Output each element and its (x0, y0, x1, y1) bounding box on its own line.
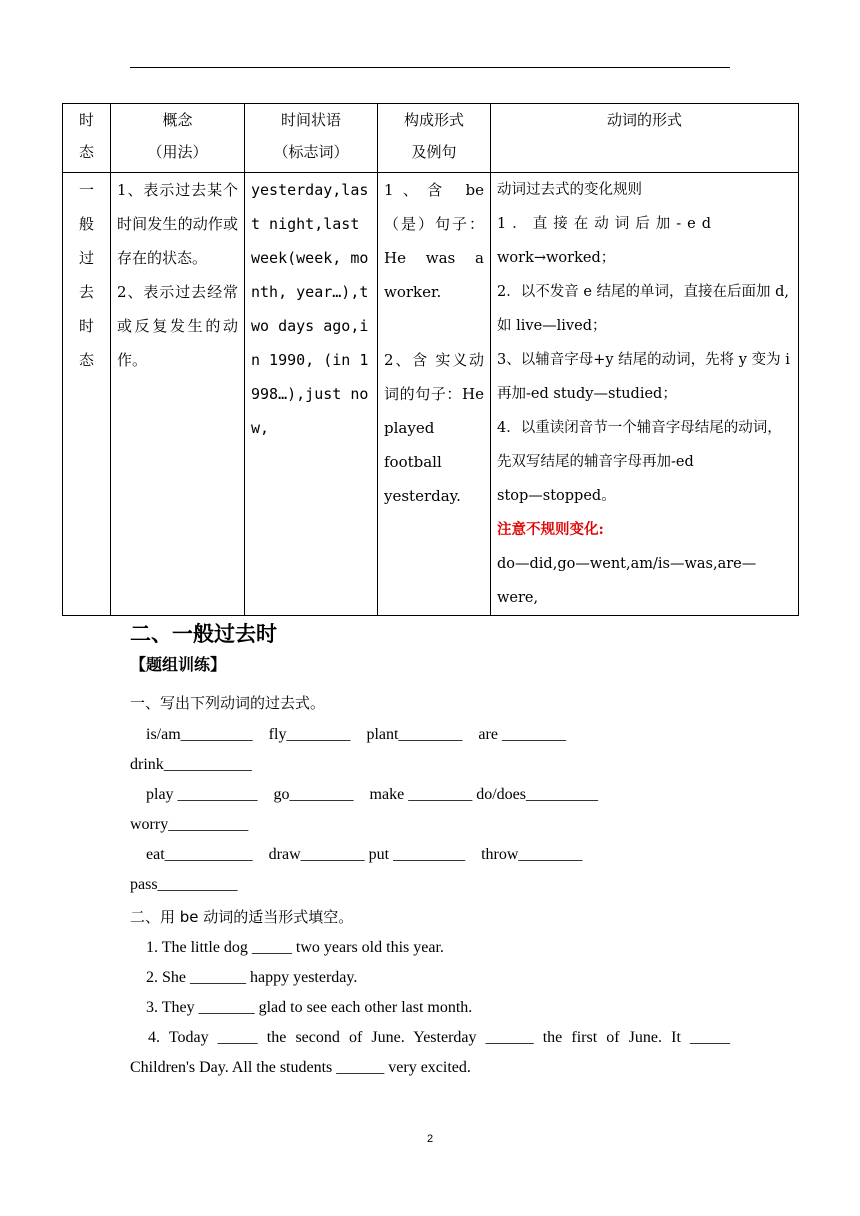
exercise2-q1: 1. The little dog _____ two years old this year. (146, 939, 444, 956)
concept-item-2: 2、表示过去经常或反复发生的动作。 (117, 283, 238, 369)
tense-char: 态 (78, 351, 94, 369)
exercise1-line2: play __________ go________ make ________ do/does_________ (146, 786, 598, 803)
header-concept-line2: （用法） (147, 143, 208, 161)
tense-char: 一 (78, 181, 94, 199)
header-verb-form (491, 104, 799, 173)
header-tense-line2: 态 (78, 143, 94, 161)
exercise2-instruction: 二、用 be 动词的适当形式填空。 (130, 908, 354, 926)
table-row (63, 173, 799, 616)
header-concept (111, 104, 245, 173)
header-form (378, 104, 491, 173)
header-time-adverbial (245, 104, 378, 173)
exercise2-q2: 2. She _______ happy yesterday. (146, 969, 358, 986)
exercise2-q4: 4. Today _____ the second of June. Yesterday ______ the first of June. It _____ (148, 1029, 730, 1046)
form-item-1: 1、含 be（是）句子：He was a worker. (384, 181, 484, 301)
irregular-title: 注意不规则变化: (497, 521, 604, 538)
exercise2-q4-cont: Children's Day. All the students ______ very excited. (130, 1059, 471, 1076)
rule-4: 4．以重读闭音节一个辅音字母结尾的动词，先双写结尾的辅音字母再加-ed (497, 420, 782, 470)
verb-rules-title: 动词过去式的变化规则 (497, 182, 642, 198)
time-adverbial-text: yesterday,last night,last week(week, month, year…),two days ago,in 1990, (in 1998…),just now, (251, 181, 369, 437)
grammar-table (62, 103, 799, 616)
header-concept-line1: 概念 (162, 111, 193, 129)
exercise1-line3: eat___________ draw________ put _________ throw________ (146, 846, 583, 863)
cell-time-adverbial (245, 173, 378, 616)
header-form-line1: 构成形式 (403, 111, 464, 129)
header-tense-line1: 时 (78, 111, 94, 129)
exercise1-line1: is/am_________ fly________ plant________ are ________ (146, 726, 566, 743)
tense-char: 过 (78, 249, 94, 267)
exercise2-q3: 3. They _______ glad to see each other last month. (146, 999, 473, 1016)
cell-verb-rules (491, 173, 799, 616)
concept-item-1: 1、表示过去某个时间发生的动作或存在的状态。 (117, 181, 238, 267)
header-form-line2: 及例句 (411, 143, 457, 161)
rule-3: 3、以辅音字母+y 结尾的动词，先将 y 变为 i 再加-ed study—studied； (497, 352, 790, 402)
cell-concept (111, 173, 245, 616)
exercise1-line3b: pass__________ (130, 876, 238, 893)
exercise1-instruction: 一、写出下列动词的过去式。 (130, 694, 326, 712)
table-header-row (63, 104, 799, 173)
irregular-list: do—did,go—went,am/is—was,are—were, (497, 556, 757, 606)
tense-char: 去 (78, 283, 94, 301)
tense-char: 般 (78, 215, 94, 233)
cell-tense (63, 173, 111, 616)
exercise1-line1b: drink___________ (130, 756, 252, 773)
header-verb-form-text: 动词的形式 (606, 111, 682, 129)
header-tense (63, 104, 111, 173)
rule-1: 1．直接在动词后加-ed (497, 216, 717, 232)
rule-2: 2．以不发音 e 结尾的单词，直接在后面加 d,如 live—lived； (497, 284, 790, 334)
section-subtitle: 【题组训练】 (130, 655, 227, 674)
header-time-line2: （标志词） (273, 143, 349, 161)
rule-1-example: work→worked； (497, 250, 616, 266)
header-time-line1: 时间状语 (280, 111, 341, 129)
exercise1-line2b: worry__________ (130, 816, 249, 833)
cell-form (378, 173, 491, 616)
section-title: 二、一般过去时 (130, 622, 277, 646)
rule-4-example: stop—stopped。 (497, 488, 616, 504)
form-item-2: 2、含 实义动词的句子：He played football yesterday. (384, 351, 484, 505)
page-number: 2 (426, 1133, 434, 1145)
header-rule (130, 67, 730, 68)
tense-char: 时 (78, 317, 94, 335)
